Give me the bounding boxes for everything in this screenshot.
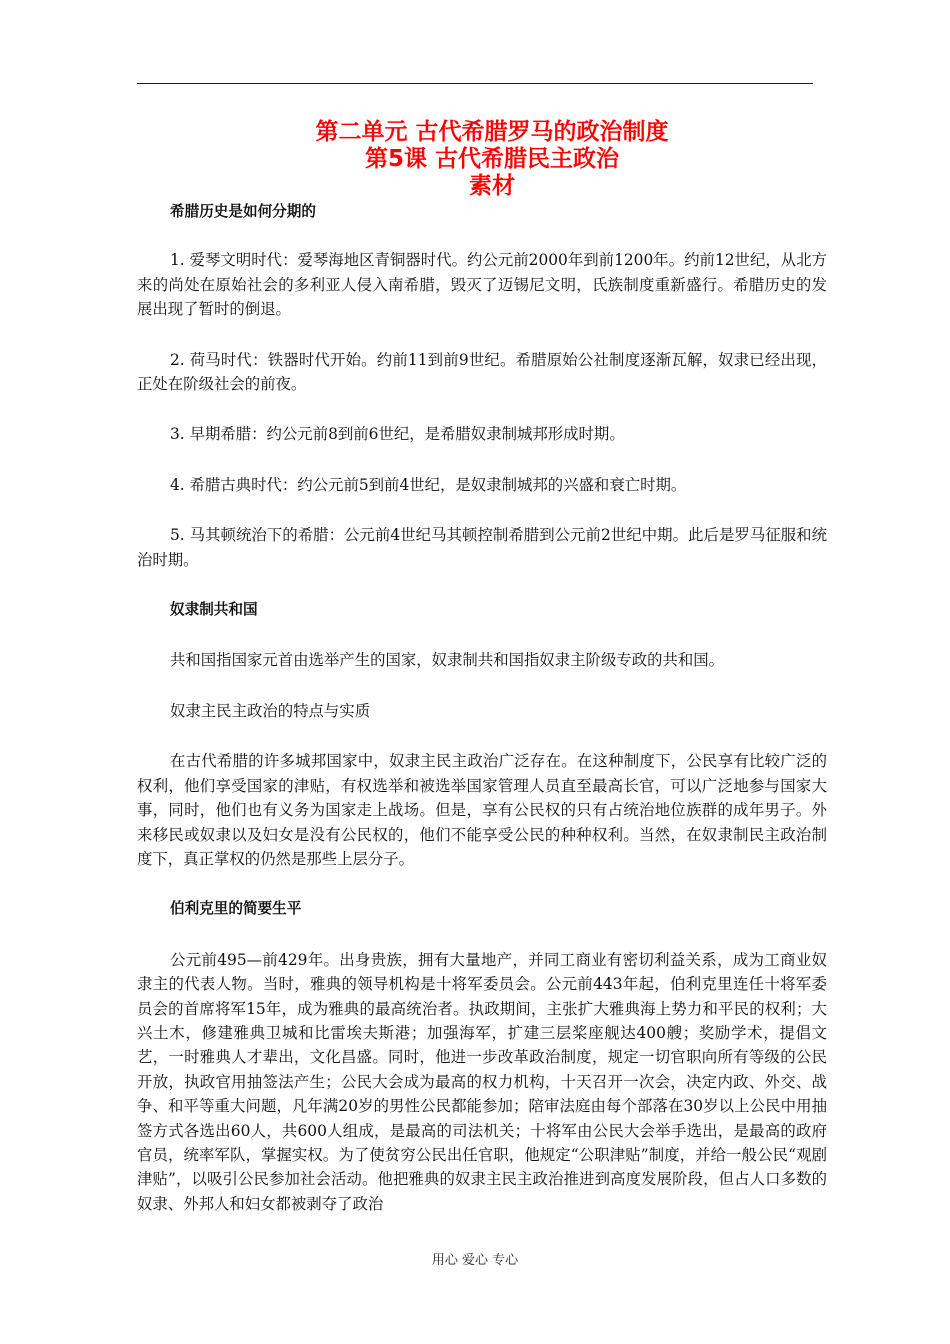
title-material: 素材 bbox=[469, 173, 515, 199]
democracy-subheading: 奴隶主民主政治的特点与实质 bbox=[170, 701, 371, 720]
page-footer: 用心 爱心 专心 bbox=[431, 1253, 519, 1268]
header-rule bbox=[137, 83, 813, 84]
pericles-paragraph: 公元前495—前429年。出身贵族，拥有大量地产，并同工商业有密切利益关系，成为工商业奴隶主的代表人物。当时，雅典的领导机构是十将军委员会。公元前443年起，伯利克里连任十将军委员会的首席将军15年，成为雅典的最高统治者。执政期间，主张扩大雅典海上势力和平民的权利；大兴土木，修建雅典卫城和比雷埃夫斯港；加强海军，扩建三层桨座舰达400艘；奖励学术，提倡文艺，一时雅典人才辈出，文化昌盛。同时，他进一步改革政治制度，规定一切官职向所有等级的公民开放，执政官用抽签法产生；公民大会成为最高的权力机构，十天召开一次会，决定内政、外交、战争、和平等重大问题，凡年满20岁的男性公民都能参加；陪审法庭由每个部落在30岁以上公民中用抽签方式各选出60人，共600人组成，是最高的司法机关；十将军由公民大会举手选出，是最高的政府官员，统率军队，掌握实权。为了使贫穷公民出任官职，他规定“公职津贴”制度，并给一般公民“观剧津贴”，以吸引公民参加社会活动。他把雅典的奴隶主民主政治推进到高度发展阶段，但占人口多数的奴隶、外邦人和妇女都被剥夺了政治 bbox=[137, 950, 827, 1213]
document-body bbox=[137, 200, 827, 1216]
democracy-paragraph: 在古代希腊的许多城邦国家中，奴隶主民主政治广泛存在。在这种制度下，公民享有比较广泛的权利，他们享受国家的津贴，有权选举和被选举国家管理人员直至最高长官，可以广泛地参与国家大事，同时，他们也有义务为国家走上战场。但是，享有公民权的只有占统治地位族群的成年男子。外来移民或奴隶以及妇女是没有公民权的，他们不能享受公民的种种权利。当然，在奴隶制民主政治制度下，真正掌权的仍然是那些上层分子。 bbox=[137, 752, 827, 868]
title-lesson: 第5课 古代希腊民主政治 bbox=[364, 146, 619, 172]
period-item-3: 3. 早期希腊：约公元前8到前6世纪，是希腊奴隶制城邦形成时期。 bbox=[170, 425, 625, 444]
period-item-1: 1. 爱琴文明时代：爱琴海地区青铜器时代。约公元前2000年到前1200年。约前12世纪，从北方来的尚处在原始社会的多利亚人侵入南希腊，毁灭了迈锡尼文明，氏族制度重新盛行。希腊历史的发展出现了暂时的倒退。 bbox=[137, 251, 827, 319]
period-item-4: 4. 希腊古典时代：约公元前5到前4世纪，是奴隶制城邦的兴盛和衰亡时期。 bbox=[170, 475, 687, 494]
period-item-5: 5. 马其顿统治下的希腊：公元前4世纪马其顿控制希腊到公元前2世纪中期。此后是罗马征服和统治时期。 bbox=[137, 526, 827, 569]
section-heading-republic: 奴隶制共和国 bbox=[170, 601, 258, 619]
section-heading-pericles: 伯利克里的简要生平 bbox=[170, 900, 302, 918]
title-unit: 第二单元 古代希腊罗马的政治制度 bbox=[315, 119, 669, 145]
period-item-2: 2. 荷马时代：铁器时代开始。约前11到前9世纪。希腊原始公社制度逐渐瓦解，奴隶已经出现，正处在阶级社会的前夜。 bbox=[137, 350, 827, 394]
document-title bbox=[137, 119, 847, 200]
section-heading-periods: 希腊历史是如何分期的 bbox=[170, 203, 316, 220]
republic-paragraph: 共和国指国家元首由选举产生的国家，奴隶制共和国指奴隶主阶级专政的共和国。 bbox=[170, 651, 725, 670]
